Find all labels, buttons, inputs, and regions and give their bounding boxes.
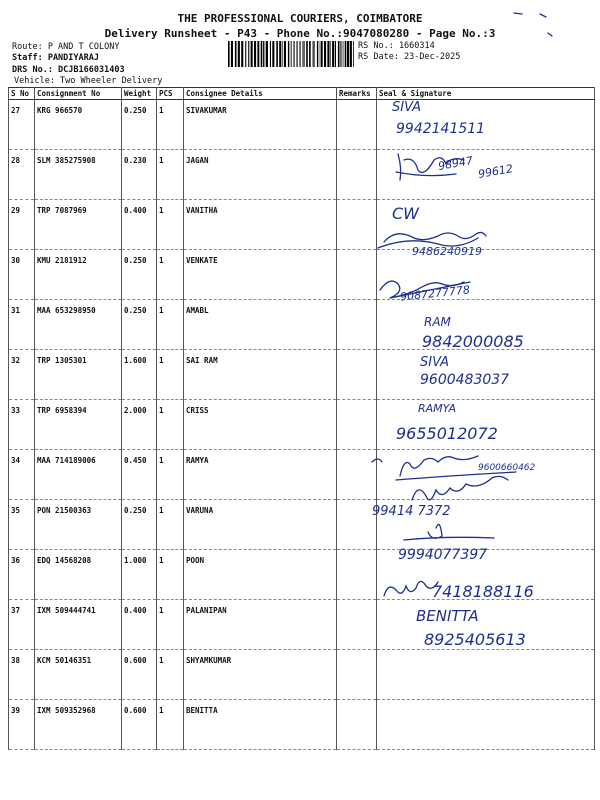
- row-sno: 34: [9, 450, 35, 500]
- row-consignee: RAMYA: [184, 450, 337, 500]
- signature-27-name: SIVA: [392, 100, 421, 115]
- row-consignee: POON: [184, 550, 337, 600]
- row-weight: 0.230: [122, 150, 157, 200]
- row-consignee: SIVAKUMAR: [184, 100, 337, 150]
- runsheet-subtitle: Delivery Runsheet - P43 - Phone No.:9047080280 - Page No.:3: [104, 27, 496, 40]
- row-weight: 0.400: [122, 200, 157, 250]
- table-row: [9, 650, 595, 700]
- runsheet-table: [8, 87, 595, 750]
- row-consignment: TRP 6958394: [35, 400, 122, 450]
- row-consignment: IXM 509352968: [35, 700, 122, 750]
- row-remarks: [337, 100, 377, 150]
- signature-39-name: BENITTA: [416, 607, 479, 625]
- row-weight: 0.400: [122, 600, 157, 650]
- signature-34-phone: 9655012072: [396, 424, 498, 443]
- row-pcs: 1: [157, 650, 184, 700]
- signature-27-phone: 9942141511: [396, 121, 486, 137]
- signature-35-phone: 9600660462: [478, 463, 536, 473]
- row-remarks: [337, 600, 377, 650]
- row-pcs: 1: [157, 600, 184, 650]
- row-consignment: TRP 1305301: [35, 350, 122, 400]
- row-sno: 39: [9, 700, 35, 750]
- row-sno: 28: [9, 150, 35, 200]
- col-remarks: Remarks: [337, 88, 377, 100]
- row-sno: 31: [9, 300, 35, 350]
- signature-32-phone: 9842000085: [422, 332, 524, 351]
- col-pcs: PCS: [157, 88, 184, 100]
- signature-32-name: RAM: [424, 315, 451, 329]
- row-weight: 0.250: [122, 500, 157, 550]
- row-consignment: TRP 7087969: [35, 200, 122, 250]
- row-signature: [377, 450, 595, 500]
- row-remarks: [337, 400, 377, 450]
- row-pcs: 1: [157, 500, 184, 550]
- row-remarks: [337, 350, 377, 400]
- row-consignee: SAI RAM: [184, 350, 337, 400]
- row-consignment: IXM 509444741: [35, 600, 122, 650]
- row-pcs: 1: [157, 450, 184, 500]
- row-consignee: CRISS: [184, 400, 337, 450]
- row-weight: 2.000: [122, 400, 157, 450]
- row-sno: 29: [9, 200, 35, 250]
- col-sno: S No: [9, 88, 35, 100]
- signature-33-name: SIVA: [420, 355, 449, 370]
- row-weight: 0.450: [122, 450, 157, 500]
- row-consignment: KRG 966570: [35, 100, 122, 150]
- row-weight: 1.000: [122, 550, 157, 600]
- signature-34-name: RAMYA: [418, 402, 457, 415]
- row-pcs: 1: [157, 300, 184, 350]
- drs-label: DRS No.: DCJB166031403: [12, 65, 125, 75]
- row-consignment: SLM 385275908: [35, 150, 122, 200]
- signature-28-b: 99612: [477, 162, 514, 181]
- signature-39-phone: 8925405613: [424, 630, 526, 649]
- signature-30-phone: 9486240919: [412, 245, 482, 258]
- row-remarks: [337, 250, 377, 300]
- row-remarks: [337, 450, 377, 500]
- table-row: [9, 700, 595, 750]
- row-pcs: 1: [157, 700, 184, 750]
- table-row: [9, 200, 595, 250]
- col-consignee: Consignee Details: [184, 88, 337, 100]
- row-consignee: SHYAMKUMAR: [184, 650, 337, 700]
- row-consignment: KMU 2181912: [35, 250, 122, 300]
- row-remarks: [337, 300, 377, 350]
- row-weight: 0.600: [122, 650, 157, 700]
- row-consignment: EDQ 14568208: [35, 550, 122, 600]
- signature-29: CW: [392, 204, 419, 223]
- signature-28-a: 98947: [437, 154, 474, 173]
- row-weight: 0.250: [122, 250, 157, 300]
- row-pcs: 1: [157, 150, 184, 200]
- row-consignment: MAA 653298950: [35, 300, 122, 350]
- col-consignment: Consignment No: [35, 88, 122, 100]
- rs-number: RS No.: 1660314: [358, 41, 435, 51]
- row-consignee: PALANIPAN: [184, 600, 337, 650]
- row-pcs: 1: [157, 200, 184, 250]
- table-row: [9, 400, 595, 450]
- row-pcs: 1: [157, 100, 184, 150]
- staff-label: Staff: PANDIYARAJ: [12, 53, 99, 63]
- row-sno: 36: [9, 550, 35, 600]
- row-remarks: [337, 650, 377, 700]
- row-remarks: [337, 500, 377, 550]
- table-row: [9, 250, 595, 300]
- row-sno: 30: [9, 250, 35, 300]
- row-sno: 37: [9, 600, 35, 650]
- signature-38-phone: 7418188116: [432, 582, 534, 601]
- row-pcs: 1: [157, 400, 184, 450]
- row-weight: 0.250: [122, 100, 157, 150]
- row-consignment: MAA 714189006: [35, 450, 122, 500]
- row-sno: 32: [9, 350, 35, 400]
- row-weight: 0.250: [122, 300, 157, 350]
- table-header: [9, 88, 595, 100]
- barcode: [228, 41, 354, 67]
- row-remarks: [337, 550, 377, 600]
- row-consignee: JAGAN: [184, 150, 337, 200]
- table-row: [9, 450, 595, 500]
- col-weight: Weight: [122, 88, 157, 100]
- row-consignment: KCM 50146351: [35, 650, 122, 700]
- row-consignee: AMABL: [184, 300, 337, 350]
- row-consignee: VENKATE: [184, 250, 337, 300]
- row-weight: 0.600: [122, 700, 157, 750]
- row-pcs: 1: [157, 550, 184, 600]
- table-row: [9, 500, 595, 550]
- signature-31-phone: 9087277778: [399, 283, 471, 304]
- row-sno: 35: [9, 500, 35, 550]
- row-weight: 1.600: [122, 350, 157, 400]
- row-pcs: 1: [157, 250, 184, 300]
- company-title: THE PROFESSIONAL COURIERS, COIMBATORE: [177, 12, 423, 25]
- vehicle-label: Vehicle: Two Wheeler Delivery: [14, 76, 163, 86]
- signature-33-phone: 9600483037: [420, 372, 510, 388]
- table-row: [9, 100, 595, 150]
- row-sno: 33: [9, 400, 35, 450]
- signature-37-phone: 9994077397: [398, 547, 488, 563]
- row-signature: [377, 700, 595, 750]
- row-consignment: PON 21500363: [35, 500, 122, 550]
- row-pcs: 1: [157, 350, 184, 400]
- signature-36-phone: 99414 7372: [372, 504, 451, 519]
- row-consignee: BENITTA: [184, 700, 337, 750]
- row-remarks: [337, 200, 377, 250]
- route-label: Route: P AND T COLONY: [12, 42, 120, 52]
- row-consignee: VANITHA: [184, 200, 337, 250]
- col-signature: Seal & Signature: [377, 88, 595, 100]
- row-remarks: [337, 700, 377, 750]
- rs-date: RS Date: 23-Dec-2025: [358, 52, 461, 62]
- row-sno: 27: [9, 100, 35, 150]
- row-consignee: VARUNA: [184, 500, 337, 550]
- row-signature: [377, 650, 595, 700]
- row-sno: 38: [9, 650, 35, 700]
- row-remarks: [337, 150, 377, 200]
